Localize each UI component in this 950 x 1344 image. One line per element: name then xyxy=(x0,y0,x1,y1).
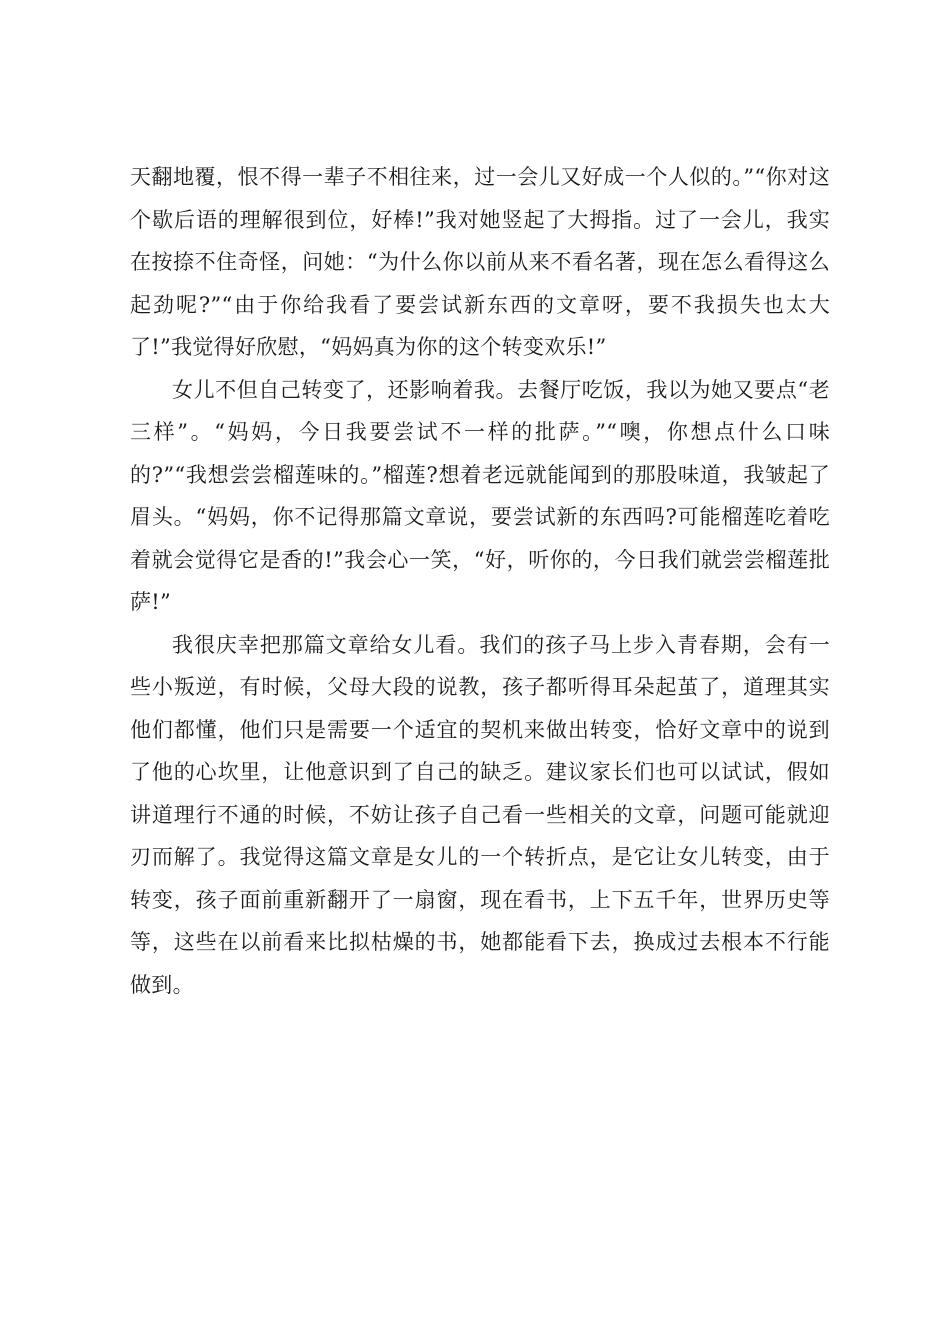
paragraph-2: 女儿不但自己转变了，还影响着我。去餐厅吃饭，我以为她又要点“老三样”。“妈妈，今日我要尝试不一样的批萨。”“噢，你想点什么口味的?”“我想尝尝榴莲味的。”榴莲?想着老远就能闻到的那股味道，我皱起了眉头。“妈妈，你不记得那篇文章说，要尝试新的东西吗?可能榴莲吃着吃着就会觉得它是香的!”我会心一笑，“好，听你的，今日我们就尝尝榴莲批萨!” xyxy=(130,377,830,614)
paragraph-3: 我很庆幸把那篇文章给女儿看。我们的孩子马上步入青春期，会有一些小叛逆，有时候，父母大段的说教，孩子都听得耳朵起茧了，道理其实他们都懂，他们只是需要一个适宜的契机来做出转变，恰好文章中的说到了他的心坎里，让他意识到了自己的缺乏。建议家长们也可以试试，假如讲道理行不通的时候，不妨让孩子自己看一些相关的文章，问题可能就迎刃而解了。我觉得这篇文章是女儿的一个转折点，是它让女儿转变，由于转变，孩子面前重新翻开了一扇窗，现在看书，上下五千年，世界历史等等，这些在以前看来比拟枯燥的书，她都能看下去，换成过去根本不行能做到。 xyxy=(130,632,830,997)
document-body xyxy=(130,156,830,1006)
paragraph-1: 天翻地覆，恨不得一辈子不相往来，过一会儿又好成一个人似的。”“你对这个歇后语的理解很到位，好棒!”我对她竖起了大拇指。过了一会儿，我实在按捺不住奇怪，问她：“为什么你以前从来不看名著，现在怎么看得这么起劲呢?”“由于你给我看了要尝试新东西的文章呀，要不我损失也太大了!”我觉得好欣慰，“妈妈真为你的这个转变欢乐!” xyxy=(130,165,830,359)
